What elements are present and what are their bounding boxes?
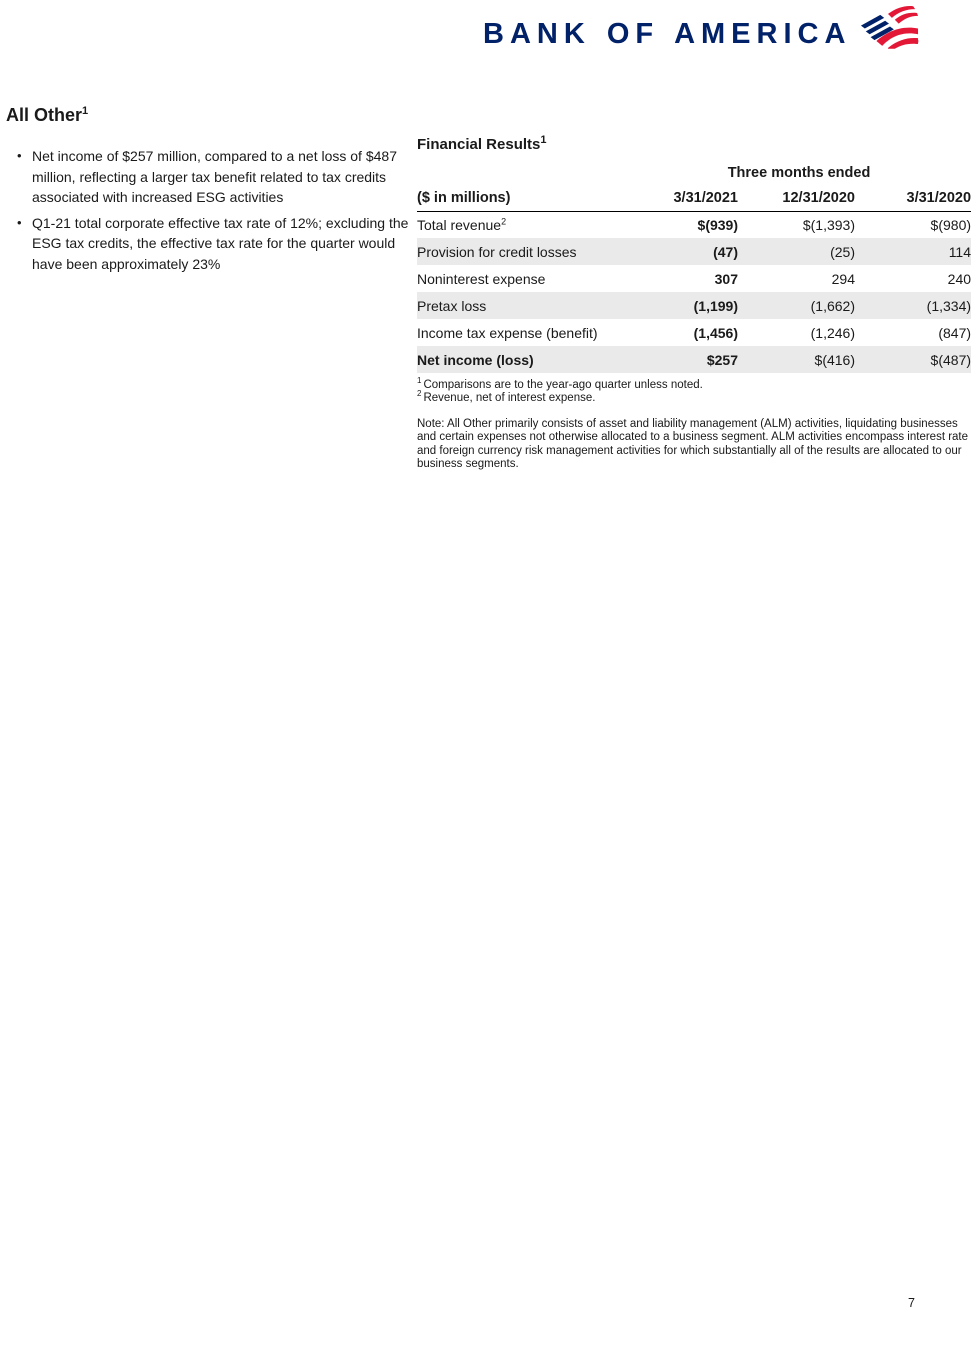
value-cell: (847) bbox=[938, 324, 971, 341]
value-cell: $(1,393) bbox=[802, 216, 855, 233]
value-cell: (1,662) bbox=[810, 297, 855, 314]
footnote-text: Revenue, net of interest expense. bbox=[423, 392, 596, 404]
logo-wordmark: BANK OF AMERICA bbox=[483, 18, 852, 50]
table-row bbox=[417, 292, 971, 319]
value-cell: (25) bbox=[830, 243, 855, 260]
value-cell: (1,199) bbox=[693, 297, 738, 314]
column-header: 12/31/2020 bbox=[738, 186, 855, 211]
page-number: 7 bbox=[908, 1296, 915, 1310]
page-title bbox=[6, 104, 412, 126]
table-title bbox=[417, 136, 971, 154]
table-row bbox=[417, 211, 971, 238]
table-title-text: Financial Results bbox=[417, 136, 541, 153]
row-label: Net income (loss) bbox=[417, 351, 534, 368]
unit-label: ($ in millions) bbox=[417, 186, 627, 211]
value-cell: $(416) bbox=[814, 351, 855, 368]
value-cell: 294 bbox=[831, 270, 855, 287]
footnote-text: Comparisons are to the year-ago quarter unless noted. bbox=[423, 379, 703, 391]
value-cell: (1,334) bbox=[926, 297, 971, 314]
footnote bbox=[417, 389, 971, 405]
value-cell: 307 bbox=[714, 270, 738, 287]
column-header: 3/31/2021 bbox=[627, 186, 738, 211]
column-header-row bbox=[417, 186, 971, 211]
value-cell: $(980) bbox=[930, 216, 971, 233]
row-label: Income tax expense (benefit) bbox=[417, 324, 598, 341]
bank-of-america-logo bbox=[483, 2, 919, 50]
table-row bbox=[417, 319, 971, 346]
page-title-footnote-marker: 1 bbox=[82, 105, 89, 117]
row-label bbox=[417, 211, 627, 238]
value-cell: (1,246) bbox=[810, 324, 855, 341]
footnotes bbox=[417, 376, 971, 405]
footnote-marker: 2 bbox=[417, 389, 422, 399]
value-cell: $(939) bbox=[697, 216, 738, 233]
footnote bbox=[417, 376, 971, 392]
table-row bbox=[417, 265, 971, 292]
table-row-net-income bbox=[417, 346, 971, 373]
row-label-text: Total revenue bbox=[417, 216, 502, 233]
page-title-text: All Other bbox=[6, 105, 83, 125]
span-header-row bbox=[417, 160, 971, 186]
row-label: Provision for credit losses bbox=[417, 243, 577, 260]
table-row bbox=[417, 238, 971, 265]
value-cell: (47) bbox=[713, 243, 738, 260]
value-cell: (1,456) bbox=[693, 324, 738, 341]
column-header: 3/31/2020 bbox=[855, 186, 971, 211]
row-label: Pretax loss bbox=[417, 297, 487, 314]
financial-results-table bbox=[417, 160, 971, 373]
three-months-ended-header: Three months ended bbox=[727, 165, 871, 181]
value-cell: $(487) bbox=[930, 351, 971, 368]
row-label-footnote-marker: 2 bbox=[501, 216, 507, 227]
highlights-bullet-list bbox=[6, 146, 412, 274]
list-item: • Net income of $257 million, compared to a net loss of $487 million, reflecting a larger tax benefit related to tax credits associated with increased ESG activities bbox=[6, 146, 412, 208]
footnote-marker: 1 bbox=[417, 376, 422, 386]
row-label: Noninterest expense bbox=[417, 270, 546, 287]
value-cell: $257 bbox=[706, 351, 738, 368]
value-cell: 114 bbox=[948, 243, 971, 260]
list-item: • Q1-21 total corporate effective tax rate of 12%; excluding the ESG tax credits, the effective tax rate for the quarter would have been approximately 23% bbox=[6, 213, 412, 275]
bank-of-america-flag-icon bbox=[859, 5, 919, 50]
registered-trademark-symbol: ® bbox=[913, 39, 919, 46]
segment-note: Note: All Other primarily consists of asset and liability management (ALM) activities, liquidating businesses and certain expenses not otherwise allocated to a business segment. ALM activities encompass interest rate and foreign currency risk management activities for which substantially all of the results are allocated to our business segments. bbox=[417, 418, 969, 471]
table-title-footnote-marker: 1 bbox=[540, 134, 547, 146]
summary-column bbox=[6, 104, 412, 279]
financial-results-section bbox=[417, 136, 971, 472]
value-cell: 240 bbox=[947, 270, 971, 287]
